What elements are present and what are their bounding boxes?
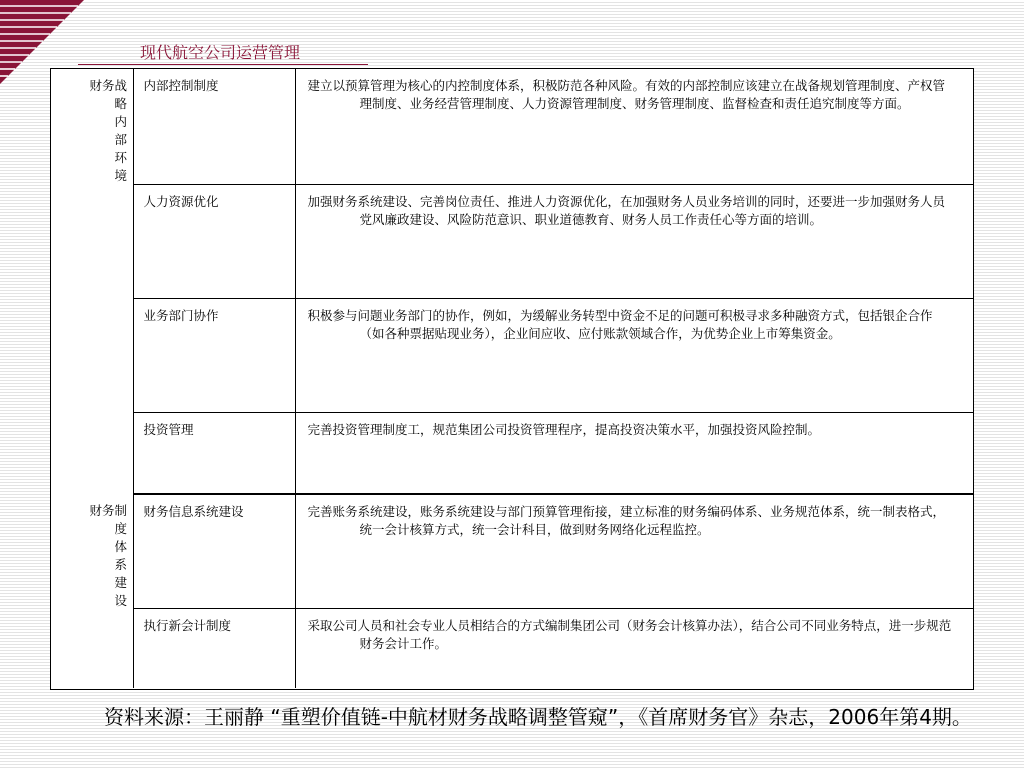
item-description-cell: 建立以预算管理为核心的内控制度体系，积极防范各种风险。有效的内部控制应该建立在战备规划管理制度、产权管理制度、业务经营管理制度、人力资源管理制度、财务管理制度、监督检查和责任追究制度等方面。 — [295, 69, 973, 184]
source-citation: 资料来源：王丽静 “重塑价值链-中航材财务战略调整管窥”，《首席财务官》杂志，2006年第4期。 — [104, 705, 972, 729]
item-description-cell: 采取公司人员和社会专业人员相结合的方式编制集团公司（财务会计核算办法），结合公司不同业务特点，进一步规范财务会计工作。 — [307, 617, 952, 651]
table-row — [51, 608, 973, 688]
item-description-cell: 完善投资管理制度工，规范集团公司投资管理程序，提高投资决策水平，加强投资风险控制。 — [295, 412, 973, 494]
table-row — [51, 412, 973, 494]
item-description-cell: 完善账务系统建设，账务系统建设与部门预算管理衔接，建立标准的财务编码体系、业务规范体系，统一制表格式，统一会计核算方式，统一会计科目，做到财务网络化远程监控。 — [295, 494, 973, 608]
category-label: 财务制 度 体 系 建 设 — [89, 503, 127, 608]
category-cell — [51, 494, 133, 688]
item-label-cell: 人力资源优化 — [133, 184, 295, 298]
table-row — [51, 298, 973, 412]
category-label: 财务战 略 内 部 环 境 — [89, 78, 127, 183]
page-title: 现代航空公司运营管理 — [140, 43, 301, 62]
item-label-cell: 财务信息系统建设 — [133, 494, 295, 608]
item-label-cell: 执行新会计制度 — [133, 608, 295, 688]
category-cell — [51, 69, 133, 494]
strategy-table — [51, 69, 973, 688]
item-description-cell: 积极参与问题业务部门的协作，例如，为缓解业务转型中资金不足的问题可积极寻求多种融资方式，包括银企合作（如各种票据贴现业务），企业间应收、应付账款领域合作，为优势企业上市筹集资金。 — [295, 298, 973, 412]
item-label-cell: 投资管理 — [133, 412, 295, 494]
title-underline — [78, 64, 368, 65]
item-label-cell: 业务部门协作 — [133, 298, 295, 412]
table-row — [51, 69, 973, 184]
table-row — [51, 494, 973, 608]
item-label-cell: 内部控制制度 — [133, 69, 295, 184]
strategy-table-panel — [50, 68, 974, 690]
item-description-cell: 加强财务系统建设、完善岗位责任、推进人力资源优化，在加强财务人员业务培训的同时，还要进一步加强财务人员党风廉政建设、风险防范意识、职业道德教育、财务人员工作责任心等方面的培训。 — [295, 184, 973, 298]
table-row — [51, 184, 973, 298]
